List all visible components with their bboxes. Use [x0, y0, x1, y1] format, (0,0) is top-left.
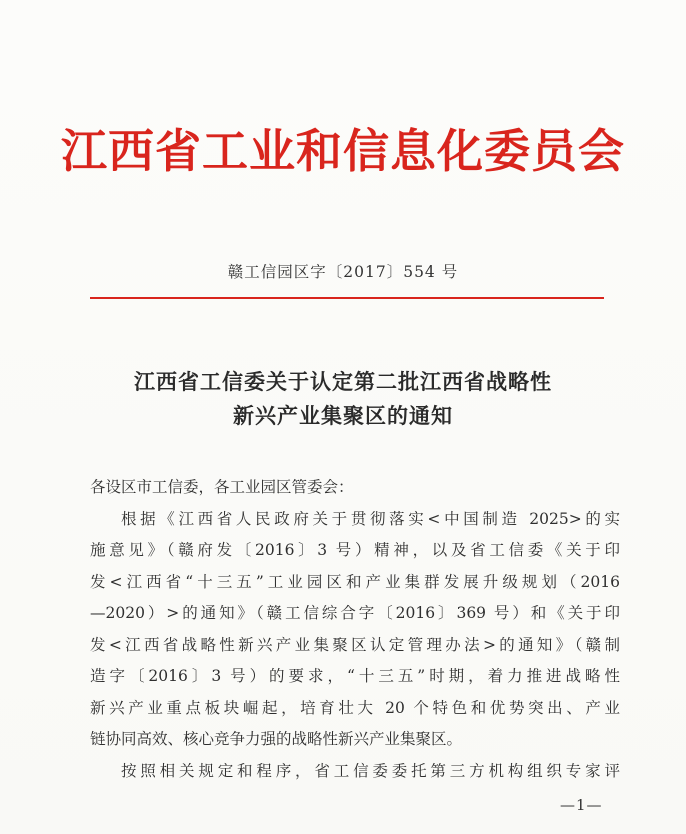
- paragraph-line: 施意见》（赣府发〔2016〕3 号）精神，以及省工信委《关于印: [90, 541, 620, 559]
- notice-title: [0, 365, 686, 433]
- document-number: 赣工信园区字〔2017〕554 号: [227, 263, 459, 281]
- paragraph-line: 按照相关规定和程序，省工信委委托第三方机构组织专家评: [121, 761, 620, 780]
- issuing-organization-title: 江西省工业和信息化委员会: [61, 124, 625, 178]
- paragraph-line: 发<江西省战略性新兴产业集聚区认定管理办法>的通知》（赣制: [90, 635, 620, 654]
- paragraph-line: 根据《江西省人民政府关于贯彻落实<中国制造 2025>的实: [121, 509, 620, 528]
- paragraph-line: 发<江西省“十三五”工业园区和产业集群发展升级规划（2016: [90, 572, 620, 591]
- red-separator-line: [90, 297, 604, 299]
- salutation: 各设区市工信委，各工业园区管委会：: [90, 478, 354, 496]
- notice-title-line: 江西省工信委关于认定第二批江西省战略性: [134, 370, 552, 394]
- paragraph-line: —2020）>的通知》（赣工信综合字〔2016〕369 号）和《关于印: [90, 604, 620, 622]
- page-number: —1—: [560, 796, 603, 814]
- notice-title-line: 新兴产业集聚区的通知: [233, 404, 453, 428]
- paragraph-line: 链协同高效、核心竞争力强的战略性新兴产业集聚区。: [90, 730, 463, 748]
- paragraph-line: 新兴产业重点板块崛起，培育壮大 20 个特色和优势突出、产业: [90, 698, 620, 717]
- notice-body: [90, 472, 620, 787]
- paragraph-line: 造字〔2016〕3 号）的要求，“十三五”时期，着力推进战略性: [90, 667, 620, 685]
